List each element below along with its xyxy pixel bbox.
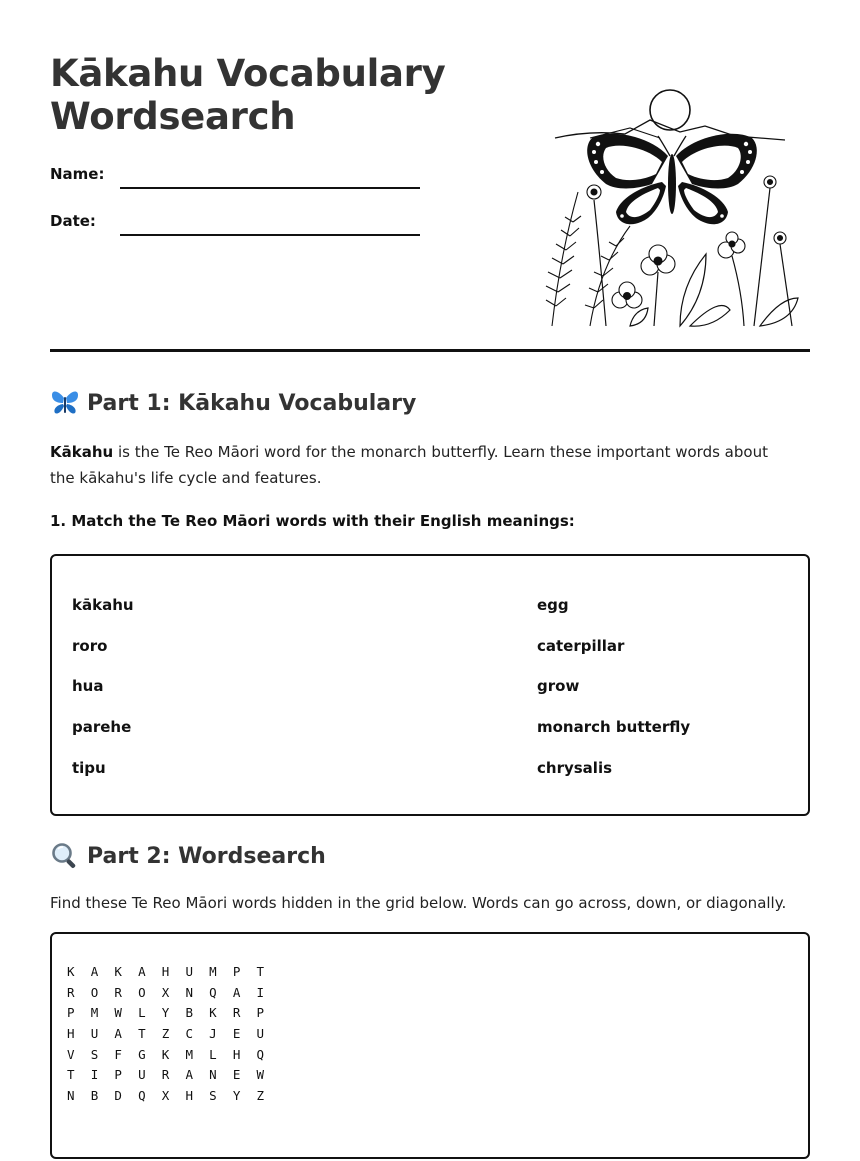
part1-heading: [50, 388, 416, 418]
wordsearch-letter[interactable]: I: [90, 1067, 99, 1083]
wordsearch-letter[interactable]: P: [67, 1005, 75, 1021]
wordsearch-row: [67, 1045, 280, 1066]
wordsearch-letter[interactable]: N: [67, 1088, 75, 1104]
english-meaning[interactable]: caterpillar: [537, 637, 625, 655]
english-meaning[interactable]: chrysalis: [537, 759, 613, 777]
wordsearch-grid: [67, 962, 280, 1107]
wordsearch-letter[interactable]: K: [114, 964, 122, 979]
wordsearch-letter[interactable]: Z: [256, 1088, 265, 1104]
wordsearch-letter[interactable]: K: [67, 964, 75, 979]
wordsearch-letter[interactable]: L: [209, 1046, 217, 1062]
english-meaning[interactable]: monarch butterfly: [537, 718, 691, 736]
maori-word[interactable]: parehe: [72, 718, 132, 736]
wordsearch-row: [67, 962, 280, 983]
name-label: Name:: [50, 165, 105, 183]
wordsearch-letter[interactable]: T: [138, 1026, 146, 1042]
wordsearch-letter[interactable]: K: [209, 1005, 217, 1021]
wordsearch-letter[interactable]: M: [209, 964, 217, 979]
wordsearch-letter[interactable]: Y: [232, 1088, 241, 1104]
maori-word[interactable]: tipu: [72, 759, 106, 777]
part2-heading-text: Part 2: Wordsearch: [87, 843, 326, 869]
wordsearch-letter[interactable]: O: [90, 984, 99, 1000]
wordsearch-letter[interactable]: H: [161, 964, 170, 979]
wordsearch-letter[interactable]: E: [232, 1067, 241, 1083]
date-field-line[interactable]: [120, 234, 420, 236]
worksheet-title: [50, 52, 490, 138]
wordsearch-letter[interactable]: I: [256, 984, 265, 1000]
wordsearch-letter[interactable]: T: [67, 1067, 75, 1083]
wordsearch-letter[interactable]: J: [209, 1026, 217, 1042]
wordsearch-row: [67, 1065, 280, 1086]
wordsearch-letter[interactable]: R: [114, 984, 122, 1000]
wordsearch-letter[interactable]: W: [256, 1067, 265, 1083]
part2-heading: [50, 841, 326, 871]
wordsearch-row: [67, 1003, 280, 1024]
maori-word[interactable]: hua: [72, 677, 104, 695]
wordsearch-letter[interactable]: M: [90, 1005, 99, 1021]
wordsearch-letter[interactable]: B: [90, 1088, 99, 1104]
wordsearch-letter[interactable]: P: [256, 1005, 265, 1021]
wordsearch-letter[interactable]: Z: [161, 1026, 170, 1042]
wordsearch-row: [67, 1024, 280, 1045]
maori-word[interactable]: roro: [72, 637, 108, 655]
wordsearch-row: [67, 1086, 280, 1107]
wordsearch-letter[interactable]: A: [138, 964, 146, 979]
wordsearch-letter[interactable]: R: [67, 984, 75, 1000]
wordsearch-letter[interactable]: N: [185, 984, 193, 1000]
english-meaning[interactable]: egg: [537, 596, 569, 614]
intro-bold-term: Kākahu: [50, 443, 114, 461]
wordsearch-letter[interactable]: Q: [256, 1046, 265, 1062]
wordsearch-letter[interactable]: Q: [209, 984, 217, 1000]
wordsearch-letter[interactable]: F: [114, 1046, 122, 1062]
matching-question: 1. Match the Te Reo Māori words with their English meanings:: [50, 512, 575, 530]
wordsearch-letter[interactable]: N: [209, 1067, 217, 1083]
wordsearch-letter[interactable]: X: [161, 1088, 170, 1104]
wordsearch-row: [67, 983, 280, 1004]
wordsearch-letter[interactable]: W: [114, 1005, 122, 1021]
english-meaning[interactable]: grow: [537, 677, 580, 695]
wordsearch-letter[interactable]: M: [185, 1046, 193, 1062]
wordsearch-letter[interactable]: E: [232, 1026, 241, 1042]
title-line-2: Wordsearch: [50, 95, 296, 138]
wordsearch-letter[interactable]: C: [185, 1026, 193, 1042]
wordsearch-letter[interactable]: V: [67, 1046, 75, 1062]
wordsearch-letter[interactable]: U: [138, 1067, 146, 1083]
wordsearch-letter[interactable]: O: [138, 984, 146, 1000]
wordsearch-letter[interactable]: A: [90, 964, 99, 979]
matching-box: [50, 554, 810, 816]
intro-text: is the Te Reo Māori word for the monarch butterfly. Learn these important words about the kākahu's life cycle and features.: [50, 443, 768, 487]
wordsearch-letter[interactable]: A: [185, 1067, 193, 1083]
butterfly-icon: [50, 388, 80, 418]
wordsearch-letter[interactable]: D: [114, 1088, 122, 1104]
wordsearch-letter[interactable]: G: [138, 1046, 146, 1062]
title-line-1: Kākahu Vocabulary: [50, 52, 446, 95]
wordsearch-letter[interactable]: X: [161, 984, 170, 1000]
wordsearch-letter[interactable]: S: [90, 1046, 99, 1062]
part1-heading-text: Part 1: Kākahu Vocabulary: [87, 390, 417, 416]
butterfly-flowers-illustration: [530, 86, 810, 330]
wordsearch-letter[interactable]: A: [114, 1026, 122, 1042]
wordsearch-letter[interactable]: T: [256, 964, 265, 979]
wordsearch-letter[interactable]: H: [232, 1046, 241, 1062]
wordsearch-letter[interactable]: L: [138, 1005, 146, 1021]
wordsearch-letter[interactable]: R: [161, 1067, 170, 1083]
maori-word[interactable]: kākahu: [72, 596, 134, 614]
wordsearch-letter[interactable]: U: [185, 964, 193, 979]
part1-intro: [50, 439, 790, 491]
wordsearch-letter[interactable]: P: [114, 1067, 122, 1083]
wordsearch-letter[interactable]: H: [67, 1026, 75, 1042]
date-label: Date:: [50, 212, 96, 230]
wordsearch-letter[interactable]: B: [185, 1005, 193, 1021]
wordsearch-letter[interactable]: S: [209, 1088, 217, 1104]
wordsearch-letter[interactable]: P: [232, 964, 241, 979]
wordsearch-box: [50, 932, 810, 1159]
name-field-line[interactable]: [120, 187, 420, 189]
wordsearch-letter[interactable]: Y: [161, 1005, 170, 1021]
header-divider: [50, 349, 810, 352]
magnifying-glass-icon: [50, 841, 80, 871]
wordsearch-letter[interactable]: R: [232, 1005, 241, 1021]
wordsearch-letter[interactable]: H: [185, 1088, 193, 1104]
wordsearch-letter[interactable]: Q: [138, 1088, 146, 1104]
wordsearch-letter[interactable]: U: [256, 1026, 265, 1042]
wordsearch-letter[interactable]: K: [161, 1046, 170, 1062]
wordsearch-letter[interactable]: A: [232, 984, 241, 1000]
wordsearch-instructions: Find these Te Reo Māori words hidden in the grid below. Words can go across, down, or diagonally.: [50, 894, 787, 912]
wordsearch-letter[interactable]: U: [90, 1026, 99, 1042]
